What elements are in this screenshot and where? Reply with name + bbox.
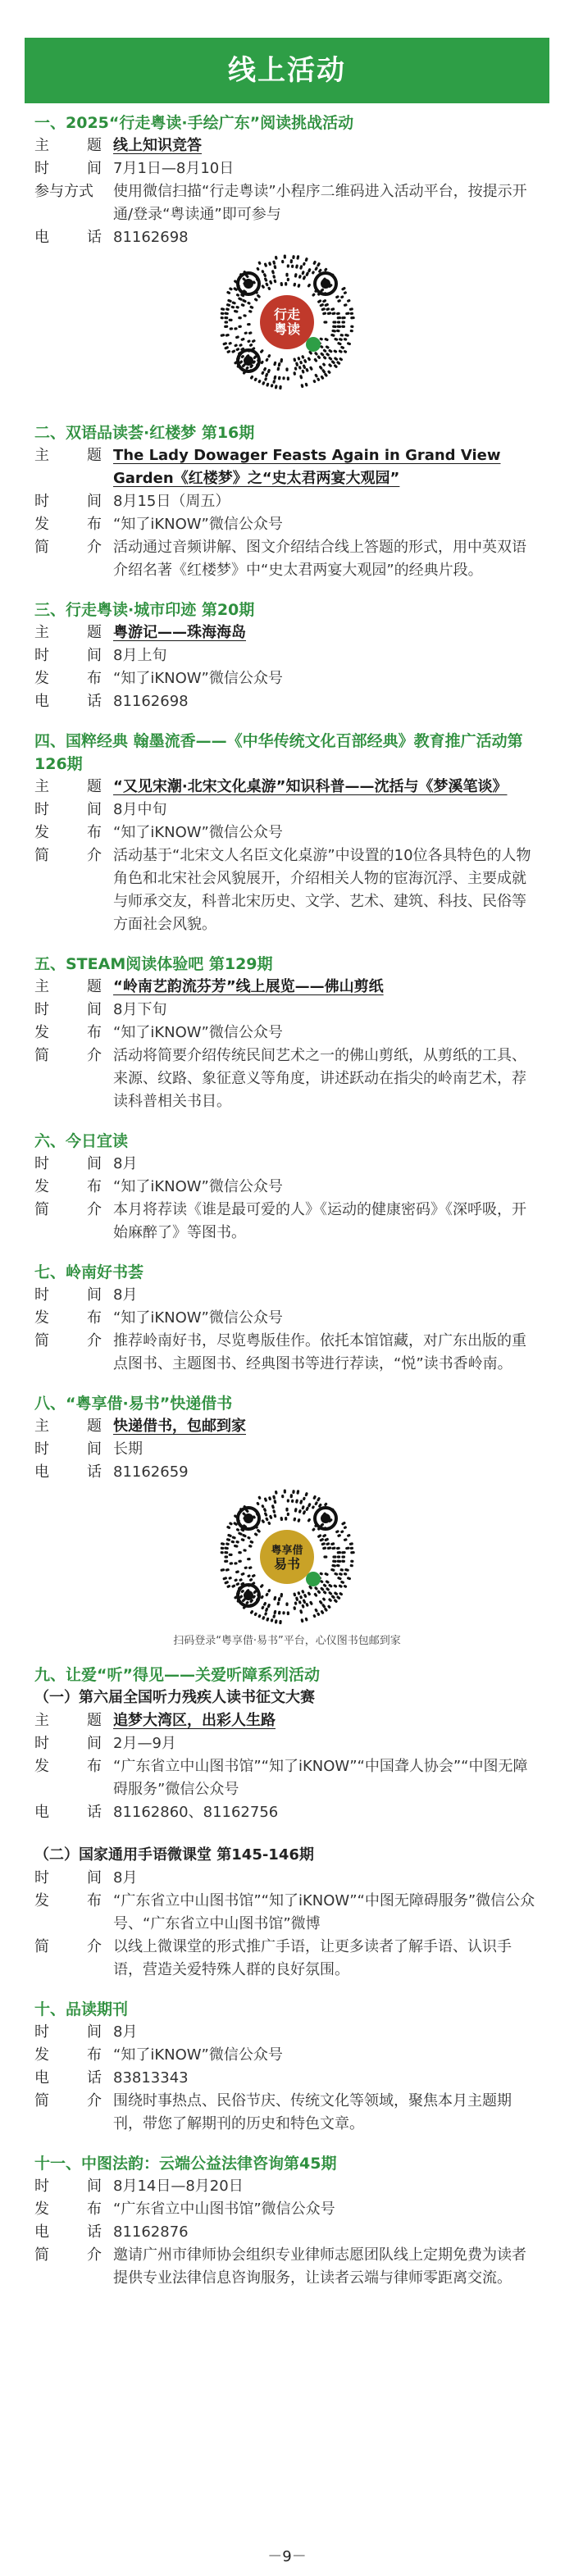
row-value: 推荐岭南好书，尽览粤版佳作。依托本馆馆藏，对广东出版的重点图书、主题图书、经典图书等进行荐读，“悦”读书香岭南。 [113,1332,526,1372]
row-value: 活动通过音频讲解、图文介绍结合线上答题的形式，用中英双语介绍名著《红楼梦》中“史太君两宴大观园”的经典片段。 [113,539,526,579]
row-label [34,1438,113,1461]
row-value: 81162860、81162756 [113,1804,279,1821]
info-row [34,1755,540,1801]
section-title: 六、今日宜读 [34,1132,129,1150]
info-row [34,1330,540,1376]
row-label [34,536,113,582]
info-row [34,644,540,667]
row-label-char: 主 [34,1418,49,1435]
qr-center-text: 粤享借 [271,1545,303,1557]
info-row [34,1801,540,1824]
qr-center-text: 行走 [273,307,301,322]
row-label [34,621,113,644]
row-label-char: 电 [34,229,49,246]
qr-center-text: 易书 [273,1556,301,1572]
row-label [34,1936,113,1982]
row-label-char: 布 [87,2046,102,2064]
info-row [34,999,540,1022]
row-label-char: 主 [34,137,49,154]
row-value: 81162876 [113,2223,189,2241]
page-number: －9－ [267,2548,307,2565]
row-label [34,999,113,1022]
row-label-char: 间 [87,2178,102,2195]
row-label-char: 参与方式 [34,183,93,200]
info-row [34,2067,540,2090]
row-label-char: 时 [34,493,49,510]
row-label-char: 题 [87,978,102,995]
row-label [34,821,113,844]
section-title: 一、2025“行走粤读·手绘广东”阅读挑战活动 [34,114,354,132]
row-value: “知了iKNOW”微信公众号 [113,670,283,687]
row-value: 8月下旬 [113,1001,167,1018]
row-label-char: 布 [87,1024,102,1041]
row-label-char: 发 [34,1024,49,1041]
section-title: 九、让爱“听”得见——关爱听障系列活动 [34,1666,320,1684]
row-value: 8月 [113,1286,138,1304]
row-label [34,667,113,690]
row-value: 8月14日—8月20日 [113,2178,244,2195]
row-label-char: 介 [87,1938,102,1955]
info-row [34,1461,540,1484]
row-label-char: 时 [34,1286,49,1304]
row-label-char: 时 [34,2178,49,2195]
row-label [34,2175,113,2198]
info-row [34,490,540,513]
row-value: 围绕时事热点、民俗节庆、传统文化等领域，聚焦本月主题期刊，带您了解期刊的历史和特色文章。 [113,2092,512,2132]
row-label-char: 题 [87,778,102,795]
row-label-char: 介 [87,1332,102,1349]
row-label [34,2044,113,2067]
row-label-char: 间 [87,1001,102,1018]
info-row [34,513,540,536]
row-label [34,1755,113,1801]
section-title: 五、STEAM阅读体验吧 第129期 [34,955,273,973]
row-label-char: 话 [87,2223,102,2241]
row-label [34,2198,113,2221]
info-row [34,1438,540,1461]
row-label-char: 简 [34,1201,49,1218]
row-label-char: 间 [87,493,102,510]
info-row [34,2044,540,2067]
row-value: “广东省立中山图书馆”“知了iKNOW”“中国聋人协会”“中图无障碍服务”微信公众号 [113,1758,528,1798]
row-label [34,513,113,536]
row-label-char: 题 [87,1418,102,1435]
row-label-char: 时 [34,160,49,177]
row-label-char: 时 [34,801,49,818]
section-s7 [34,1261,540,1376]
info-row [34,799,540,821]
row-label-char: 主 [34,978,49,995]
row-value: 以线上微课堂的形式推广手语，让更多读者了解手语、认识手语，营造关爱特殊人群的良好氛围。 [113,1938,512,1978]
row-value: 追梦大湾区，出彩人生路 [113,1712,276,1729]
info-row [34,1307,540,1330]
section-s5 [34,953,540,1113]
subsection-title: （二）国家通用手语微课堂 第145-146期 [34,1846,314,1864]
content [34,105,540,2290]
info-row [34,1890,540,1936]
row-label-char: 简 [34,1047,49,1064]
row-label-char: 发 [34,1309,49,1327]
row-value: 81162698 [113,229,189,246]
row-label-char: 介 [87,539,102,556]
section-s10 [34,1998,540,2136]
row-value: 线上知识竞答 [113,137,202,154]
qr-caption: 扫码登录“粤享借·易书”平台，心仪图书包邮到家 [173,1635,401,1647]
info-row [34,844,540,936]
row-value: “广东省立中山图书馆”微信公众号 [113,2201,335,2218]
row-value: 快递借书，包邮到家 [113,1418,246,1435]
row-value: 81162698 [113,693,189,710]
row-value: “知了iKNOW”微信公众号 [113,824,283,841]
row-value: 8月上旬 [113,647,167,664]
row-label-char: 时 [34,1735,49,1752]
row-label-char: 主 [34,447,49,464]
row-label [34,134,113,157]
row-label-char: 发 [34,1758,49,1775]
row-label [34,1415,113,1438]
row-label [34,1801,113,1824]
row-label [34,976,113,999]
row-label [34,226,113,249]
info-row [34,2021,540,2044]
row-label-char: 布 [87,2201,102,2218]
row-label-char: 主 [34,624,49,641]
info-row [34,976,540,999]
row-label-char: 发 [34,824,49,841]
section-s4 [34,730,540,936]
row-label-char: 间 [87,647,102,664]
row-label [34,1022,113,1045]
row-label-char: 介 [87,1047,102,1064]
section-s8 [34,1392,540,1647]
section-s11 [34,2152,540,2290]
row-label [34,2067,113,2090]
row-label [34,1709,113,1732]
row-label-char: 电 [34,693,49,710]
row-label-char: 发 [34,516,49,533]
section-s3 [34,598,540,713]
row-label-char: 布 [87,1892,102,1909]
info-row [34,2175,540,2198]
row-value: 8月 [113,2023,138,2041]
row-label-char: 介 [87,1201,102,1218]
row-label-char: 介 [87,2246,102,2264]
row-label-char: 时 [34,1440,49,1458]
row-label-char: 题 [87,137,102,154]
page-header [25,38,549,103]
info-row [34,536,540,582]
row-value: “又见宋潮·北宋文化桌游”知识科普——沈括与《梦溪笔谈》 [113,778,508,795]
row-value: 邀请广州市律师协会组织专业律师志愿团队线上定期免费为读者提供专业法律信息咨询服务，让读者云端与律师零距离交流。 [113,2246,526,2287]
row-label [34,1307,113,1330]
section-title: 七、岭南好书荟 [34,1263,144,1281]
section-title: 三、行走粤读·城市印迹 第20期 [34,601,255,619]
row-label-char: 布 [87,824,102,841]
row-label [34,180,113,226]
section-s2 [34,421,540,582]
row-label-char: 间 [87,160,102,177]
row-label [34,1176,113,1199]
row-label-char: 话 [87,2069,102,2087]
row-label [34,844,113,936]
row-label-char: 时 [34,2023,49,2041]
info-row [34,821,540,844]
info-row [34,690,540,713]
row-label-char: 间 [87,1155,102,1172]
row-label-char: 电 [34,1463,49,1481]
row-value: “知了iKNOW”微信公众号 [113,516,283,533]
row-label [34,1153,113,1176]
row-label-char: 间 [87,2023,102,2041]
info-row [34,2090,540,2136]
info-row [34,1045,540,1113]
row-label [34,1284,113,1307]
row-label-char: 发 [34,2046,49,2064]
info-row [34,1867,540,1890]
row-label [34,1732,113,1755]
row-label-char: 布 [87,1309,102,1327]
row-label [34,2090,113,2136]
section-s9 [34,1663,540,1982]
row-label [34,799,113,821]
info-row [34,621,540,644]
info-row [34,1936,540,1982]
row-value: 使用微信扫描“行走粤读”小程序二维码进入活动平台，按提示开通/登录“粤读通”即可参与 [113,183,527,223]
info-row [34,667,540,690]
info-row [34,2198,540,2221]
info-row [34,2244,540,2290]
info-row [34,1199,540,1245]
row-value: 活动基于“北宋文人名臣文化桌游”中设置的10位各具特色的人物角色和北宋社会风貌展开，介绍相关人物的宦海沉浮、主要成就与师承交友，科普北宋历史、文学、艺术、建筑、科技、民俗等方面社会风貌。 [113,847,531,933]
row-label-char: 简 [34,539,49,556]
row-label [34,1461,113,1484]
row-value: 活动将简要介绍传统民间艺术之一的佛山剪纸，从剪纸的工具、来源、纹路、象征意义等角度，讲述跃动在指尖的岭南艺术，荐读科普相关书目。 [113,1047,526,1110]
info-row [34,1732,540,1755]
row-label-char: 布 [87,516,102,533]
row-label [34,1330,113,1376]
row-label [34,444,113,490]
row-label-char: 电 [34,2223,49,2241]
section-title: 八、“粤享借·易书”快递借书 [34,1395,233,1413]
row-label [34,644,113,667]
info-row [34,226,540,249]
row-label-char: 发 [34,1892,49,1909]
row-label-char: 布 [87,1758,102,1775]
qr-center-text: 粤读 [273,321,301,337]
row-label-char: 电 [34,1804,49,1821]
row-value: 本月将荐读《谁是最可爱的人》《运动的健康密码》《深呼吸，开始麻醉了》等图书。 [113,1201,526,1241]
qr-code-icon [217,1487,357,1627]
row-value: “知了iKNOW”微信公众号 [113,1309,283,1327]
row-label-char: 简 [34,847,49,864]
row-value: 8月15日（周五） [113,493,230,510]
row-label-char: 题 [87,624,102,641]
row-value: 8月 [113,1155,138,1172]
row-value: 8月中旬 [113,801,167,818]
row-label-char: 时 [34,647,49,664]
row-label-char: 间 [87,801,102,818]
row-label-char: 简 [34,1332,49,1349]
info-row [34,157,540,180]
row-label [34,1890,113,1936]
section-s6 [34,1130,540,1245]
row-value: 粤游记——珠海海岛 [113,624,246,641]
section-title: 四、国粹经典 翰墨流香——《中华传统文化百部经典》教育推广活动第126期 [34,732,523,773]
row-value: 长期 [113,1440,143,1458]
row-label [34,1199,113,1245]
section-title: 二、双语品读荟·红楼梦 第16期 [34,424,255,442]
qr-code-icon [217,253,357,392]
row-value: “知了iKNOW”微信公众号 [113,2046,283,2064]
info-row [34,1284,540,1307]
section-title: 十、品读期刊 [34,2000,129,2018]
row-label-char: 话 [87,1804,102,1821]
row-label-char: 时 [34,1001,49,1018]
info-row [34,180,540,226]
row-label-char: 题 [87,447,102,464]
row-value: 81162659 [113,1463,189,1481]
row-label-char: 主 [34,778,49,795]
info-row [34,776,540,799]
row-label [34,157,113,180]
row-label-char: 话 [87,693,102,710]
row-label-char: 间 [87,1286,102,1304]
row-label-char: 话 [87,1463,102,1481]
info-row [34,444,540,490]
subsection-title: （一）第六届全国听力残疾人读书征文大赛 [34,1689,315,1706]
row-label-char: 时 [34,1155,49,1172]
row-value: 2月—9月 [113,1735,176,1752]
row-label [34,2244,113,2290]
row-label-char: 间 [87,1735,102,1752]
row-value: 83813343 [113,2069,189,2087]
row-value: 7月1日—8月10日 [113,160,235,177]
info-row [34,134,540,157]
row-label-char: 主 [34,1712,49,1729]
info-row [34,1415,540,1438]
row-label [34,690,113,713]
info-row [34,1176,540,1199]
row-label-char: 间 [87,1440,102,1458]
info-row [34,1022,540,1045]
row-label-char: 间 [87,1869,102,1886]
row-label-char: 发 [34,1178,49,1195]
row-label-char: 时 [34,1869,49,1886]
info-row [34,1709,540,1732]
row-label-char: 介 [87,847,102,864]
row-label-char: 简 [34,2246,49,2264]
row-value: The Lady Dowager Feasts Again in Grand View Garden《红楼梦》之“史太君两宴大观园” [113,447,501,487]
row-label-char: 介 [87,2092,102,2109]
row-label-char: 题 [87,1712,102,1729]
row-label [34,776,113,799]
section-s1 [34,112,540,392]
row-label [34,490,113,513]
row-label-char: 发 [34,2201,49,2218]
row-label-char: 布 [87,1178,102,1195]
page-title: 线上活动 [228,54,346,87]
row-label-char: 布 [87,670,102,687]
info-row [34,1153,540,1176]
row-label [34,1867,113,1890]
row-label [34,2221,113,2244]
row-label [34,2021,113,2044]
row-value: “知了iKNOW”微信公众号 [113,1024,283,1041]
row-value: “岭南艺韵流芬芳”线上展览——佛山剪纸 [113,978,384,995]
row-label [34,1045,113,1113]
row-value: “广东省立中山图书馆”“知了iKNOW”“中图无障碍服务”微信公众号、“广东省立中山图书馆”微博 [113,1892,535,1932]
row-label-char: 简 [34,2092,49,2109]
row-label-char: 简 [34,1938,49,1955]
info-row [34,2221,540,2244]
row-label-char: 话 [87,229,102,246]
row-label-char: 电 [34,2069,49,2087]
row-value: 8月 [113,1869,138,1886]
row-label-char: 发 [34,670,49,687]
row-value: “知了iKNOW”微信公众号 [113,1178,283,1195]
section-title: 十一、中图法韵：云端公益法律咨询第45期 [34,2155,337,2173]
